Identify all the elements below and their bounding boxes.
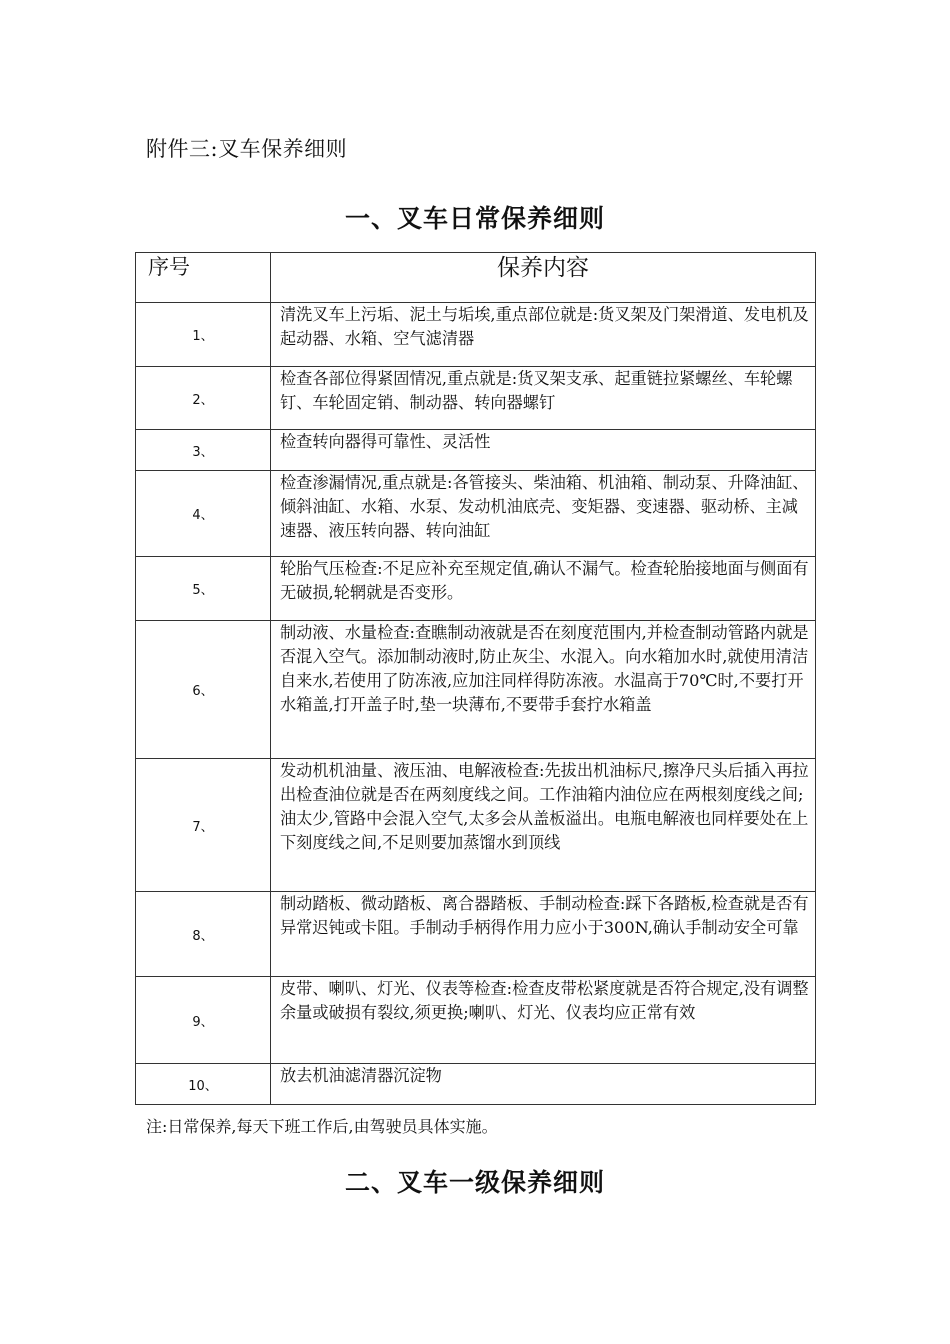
row-content: 制动液、水量检查:查瞧制动液就是否在刻度范围内,并检查制动管路内就是否混入空气。添加制动液时,防止灰尘、水混入。向水箱加水时,就使用清洁自来水,若使用了防冻液,应加注同样得防冻液。水温高于70℃时,不要打开水箱盖,打开盖子时,垫一块薄布,不要带手套拧水箱盖 <box>271 621 816 759</box>
row-content: 放去机油滤清器沉淀物 <box>271 1064 816 1105</box>
row-content: 检查渗漏情况,重点就是:各管接头、柴油箱、机油箱、制动泵、升降油缸、倾斜油缸、水箱、水泵、发动机油底壳、变矩器、变速器、驱动桥、主减速器、液压转向器、转向油缸 <box>271 471 816 557</box>
row-number: 10、 <box>136 1064 271 1105</box>
row-number: 8、 <box>136 892 271 977</box>
table-row <box>136 557 816 621</box>
table-row <box>136 430 816 471</box>
section-heading-level-one: 二、叉车一级保养细则 <box>344 1168 605 1197</box>
row-content: 轮胎气压检查:不足应补充至规定值,确认不漏气。检查轮胎接地面与侧面有无破损,轮辋就是否变形。 <box>271 557 816 621</box>
row-content: 皮带、喇叭、灯光、仪表等检查:检查皮带松紧度就是否符合规定,没有调整余量或破损有裂纹,须更换;喇叭、灯光、仪表均应正常有效 <box>271 977 816 1064</box>
section-heading-daily: 一、叉车日常保养细则 <box>344 204 605 233</box>
header-no: 序号 <box>136 253 271 303</box>
row-number: 5、 <box>136 557 271 621</box>
header-content: 保养内容 <box>271 253 816 303</box>
table-row <box>136 621 816 759</box>
row-number: 1、 <box>136 303 271 367</box>
table-row <box>136 303 816 367</box>
row-number: 2、 <box>136 367 271 430</box>
table-row <box>136 892 816 977</box>
row-content: 检查各部位得紧固情况,重点就是:货叉架支承、起重链拉紧螺丝、车轮螺钉、车轮固定销、制动器、转向器螺钉 <box>271 367 816 430</box>
table-row <box>136 759 816 892</box>
table-row <box>136 977 816 1064</box>
row-number: 4、 <box>136 471 271 557</box>
table-header-row <box>136 253 816 303</box>
table-row <box>136 367 816 430</box>
row-number: 9、 <box>136 977 271 1064</box>
table-row <box>136 471 816 557</box>
row-content: 制动踏板、微动踏板、离合器踏板、手制动检查:踩下各踏板,检查就是否有异常迟钝或卡阻。手制动手柄得作用力应小于300N,确认手制动安全可靠 <box>271 892 816 977</box>
table-row <box>136 1064 816 1105</box>
row-content: 发动机机油量、液压油、电解液检查:先拔出机油标尺,擦净尺头后插入再拉出检查油位就是否在两刻度线之间。工作油箱内油位应在两根刻度线之间;油太少,管路中会混入空气,太多会从盖板溢出。电瓶电解液也同样要处在上下刻度线之间,不足则要加蒸馏水到顶线 <box>271 759 816 892</box>
row-number: 7、 <box>136 759 271 892</box>
row-content: 检查转向器得可靠性、灵活性 <box>271 430 816 471</box>
row-number: 6、 <box>136 621 271 759</box>
attachment-title: 附件三:叉车保养细则 <box>146 137 348 161</box>
row-content: 清洗叉车上污垢、泥土与垢埃,重点部位就是:货叉架及门架滑道、发电机及起动器、水箱、空气滤清器 <box>271 303 816 367</box>
daily-maintenance-note: 注:日常保养,每天下班工作后,由驾驶员具体实施。 <box>146 1117 498 1136</box>
row-number: 3、 <box>136 430 271 471</box>
maintenance-table <box>135 252 816 1105</box>
